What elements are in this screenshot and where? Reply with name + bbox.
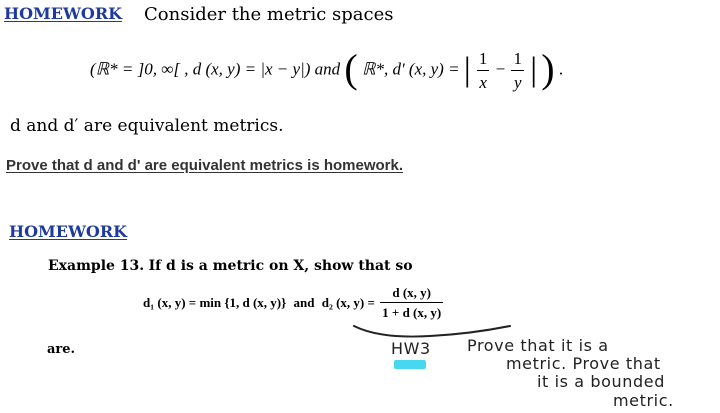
hw3-tag: HW3: [391, 339, 431, 358]
metric-spaces-equation: [90, 47, 563, 94]
fraction-one-over-x: $\frac{1}{x}$: [478, 49, 488, 92]
abs-bar-right: |: [530, 51, 538, 89]
equation-period: .: [558, 59, 564, 79]
abs-bar-left: |: [463, 51, 471, 89]
example-label: Example 13.: [48, 258, 145, 274]
equation-right-prefix: ℝ*, d′ (x, y) =: [361, 59, 464, 79]
big-paren-close: ): [541, 46, 555, 91]
homework-link-bottom[interactable]: HOMEWORK: [9, 222, 128, 241]
handwritten-note-line-3: it is a bounded: [537, 372, 665, 391]
equation-left: (ℝ* = ]0, ∞[ , d (x, y) = |x − y|) and: [90, 59, 341, 79]
handwritten-note-line-2: metric. Prove that: [506, 354, 661, 373]
and-word: and: [293, 295, 315, 310]
hw3-highlight: [394, 360, 426, 369]
example-header: [48, 258, 413, 274]
homework-link-top[interactable]: HOMEWORK: [4, 4, 123, 23]
example-text: If d is a metric on X, show that so: [148, 258, 413, 274]
d1-definition: d₁ (x, y) = min {1, d (x, y)}: [143, 295, 287, 310]
are-text: are.: [47, 342, 76, 357]
d2-fraction: $\frac{d (x, y)}{1 + d (x, y)}$: [382, 285, 442, 320]
prompt-text: Consider the metric spaces: [144, 4, 394, 25]
fraction-one-over-y: $\frac{1}{y}$: [513, 49, 522, 92]
prove-homework-line: Prove that d and d' are equivalent metrics is homework.: [6, 157, 404, 174]
equivalence-statement: d and d′ are equivalent metrics.: [10, 116, 284, 136]
big-paren-open: (: [344, 46, 358, 91]
handwritten-note-line-4: metric.: [613, 391, 674, 410]
example-formulas: [143, 286, 445, 319]
minus-sign: −: [495, 59, 506, 79]
handwritten-note-line-1: Prove that it is a: [467, 336, 609, 355]
d2-prefix: d₂ (x, y) =: [321, 295, 379, 310]
